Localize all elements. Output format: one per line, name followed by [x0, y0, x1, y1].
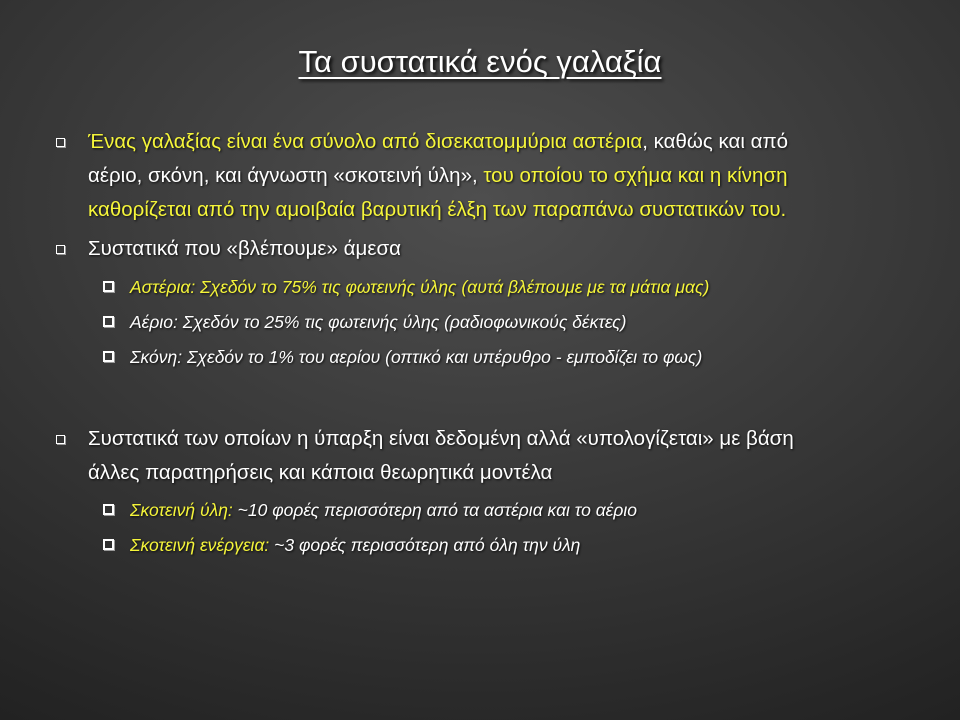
bullet-1-highlight-2: του οποίου το σχήμα και η κίνηση: [477, 164, 788, 187]
bullet-1-text-2: αέριο, σκόνη, και άγνωστη «σκοτεινή ύλη»,: [88, 164, 478, 187]
checkbox-bullet-icon: [56, 245, 65, 254]
bullet-1-line-3: [88, 193, 786, 227]
checkbox-bullet-icon: [103, 539, 114, 550]
sub-bullet-stars: Αστέρια: Σχεδόν το 75% τις φωτεινής ύλης (αυτά βλέπουμε με τα μάτια μας): [130, 277, 710, 297]
checkbox-bullet-icon: [103, 351, 114, 362]
bullet-1-highlight-1: Ένας γαλαξίας είναι ένα σύνολο από δισεκατομμύρια αστέρια: [88, 130, 643, 153]
bullet-1-highlight-3: καθορίζεται από την αμοιβαία βαρυτική έλξη των παραπάνω συστατικών του.: [88, 198, 787, 221]
bullet-1-text-1: , καθώς και από: [642, 130, 788, 153]
sub-bullet-dark-matter: [130, 495, 637, 525]
checkbox-bullet-icon: [56, 138, 65, 147]
bullet-1-line-2: [88, 159, 788, 193]
checkbox-bullet-icon: [56, 435, 65, 444]
slide-title: Τα συστατικά ενός γαλαξία: [298, 44, 662, 79]
sub-bullet-dark-energy: [130, 530, 580, 560]
sub-bullet-dust: Σκόνη: Σχεδόν το 1% του αερίου (οπτικό και υπέρυθρο - εμποδίζει το φως): [130, 347, 703, 367]
bullet-3-line-2: άλλες παρατηρήσεις και κάποια θεωρητικά μοντέλα: [88, 461, 553, 484]
dark-energy-text: ~3 φορές περισσότερη από όλη την ύλη: [269, 535, 581, 555]
dark-matter-label: Σκοτεινή ύλη:: [130, 500, 233, 520]
bullet-3-line-1: Συστατικά των οποίων η ύπαρξη είναι δεδομένη αλλά «υπολογίζεται» με βάση: [88, 427, 794, 450]
bullet-2: Συστατικά που «βλέπουμε» άμεσα: [88, 237, 401, 260]
sub-bullet-gas: Αέριο: Σχεδόν το 25% τις φωτεινής ύλης (ραδιοφωνικούς δέκτες): [130, 312, 627, 332]
checkbox-bullet-icon: [103, 281, 114, 292]
checkbox-bullet-icon: [103, 504, 114, 515]
bullet-1-line-1: [88, 125, 788, 159]
dark-energy-label: Σκοτεινή ενέργεια:: [130, 535, 270, 555]
checkbox-bullet-icon: [103, 316, 114, 327]
dark-matter-text: ~10 φορές περισσότερη από τα αστέρια και το αέριο: [232, 500, 638, 520]
